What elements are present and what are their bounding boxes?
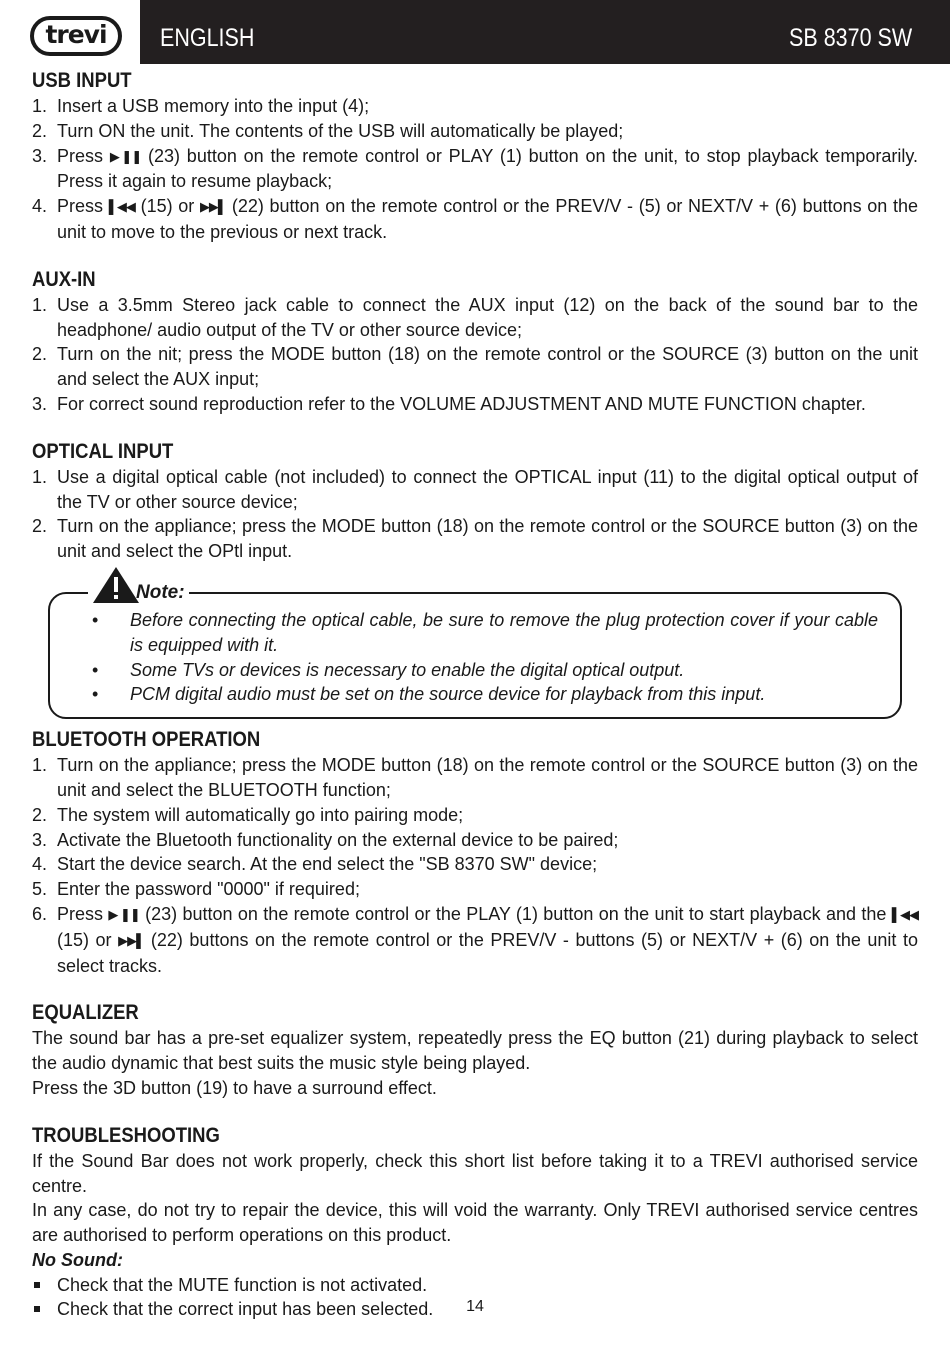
page-header [0,0,950,64]
list-item [32,753,918,803]
paragraph: Press the 3D button (19) to have a surround effect. [32,1077,437,1098]
model-label: SB 8370 SW [788,24,912,52]
paragraph: In any case, do not try to repair the device, this will void the warranty. Only TREVI authorised service centres are authorised to perform operations on this product. [32,1200,918,1246]
list-item [32,803,918,828]
section-title: AUX-IN [32,267,96,291]
item-text: Turn on the appliance; press the MODE button (18) on the remote control or the SOURCE button (3) on the unit and select the OPtl input. [57,516,918,562]
spacer [32,1101,918,1123]
item-text: Use a 3.5mm Stereo jack cable to connect the AUX input (12) on the back of the sound bar to the headphone/ audio output of the TV or other source device; [57,294,918,340]
warning-icon [92,566,140,604]
troubleshooting-section [32,1123,918,1323]
item-number: 4. [32,854,48,875]
item-text: Press [57,196,109,217]
item-number: 6. [32,903,48,924]
section-title: USB INPUT [32,69,132,92]
note-label: Note: [136,581,185,603]
note-list [92,608,878,707]
section-title: TROUBLESHOOTING [32,1123,220,1147]
item-number: 2. [32,516,48,537]
list-item [32,342,918,392]
item-number: 5. [32,879,48,900]
logo [0,0,140,64]
usb-steps [32,94,918,245]
spacer [32,417,918,439]
bullet: • [92,684,99,705]
item-text: Start the device search. At the end select the "SB 8370 SW" device; [57,854,598,875]
item-text: Check that the correct input has been selected. [57,1299,434,1320]
list-item [92,682,878,707]
item-text: For correct sound reproduction refer to the VOLUME ADJUSTMENT AND MUTE FUNCTION chapter. [57,393,866,414]
item-number: 2. [32,344,48,365]
list-item [32,194,918,245]
optical-section [32,439,918,564]
header-bar [140,0,950,64]
item-text: (22) button on the remote control or the PREV/V - (5) or NEXT/V + (6) buttons on the unit to move to the previous or next track. [57,196,918,242]
list-item [32,293,918,343]
item-text: PCM digital audio must be set on the source device for playback from this input. [130,684,766,705]
item-text: (23) button on the remote control or the PLAY (1) button on the unit to start playback and the [139,903,892,924]
note-header [88,568,189,604]
prev-track-icon: ▌◀◀ [891,906,918,922]
note-box [48,581,902,719]
page-number: 14 [466,1298,484,1315]
list-item [32,1273,918,1298]
square-bullet-icon [34,1282,40,1288]
item-text: Some TVs or devices is necessary to enable the digital optical output. [130,659,685,680]
item-text: Check that the MUTE function is not activated. [57,1274,428,1295]
section-title: EQUALIZER [32,1001,139,1025]
item-text: Turn on the appliance; press the MODE button (18) on the remote control or the SOURCE button (3) on the unit and select the BLUETOOTH function; [57,755,918,800]
page-content [32,68,918,1322]
item-text: The system will automatically go into pairing mode; [57,804,464,825]
next-track-icon: ▶▶▌ [118,932,145,948]
usb-section [32,68,918,245]
list-item [32,94,918,119]
aux-steps [32,293,918,417]
bullet: • [92,609,99,630]
item-number: 1. [32,466,48,487]
item-text: Press [57,903,109,924]
item-number: 2. [32,120,48,141]
section-title: OPTICAL INPUT [32,439,174,463]
item-text: (15) or [134,196,200,217]
prev-track-icon: ▌◀◀ [108,199,135,215]
item-text: Use a digital optical cable (not included) to connect the OPTICAL input (11) to the digital optical output of the TV or other source device; [57,466,918,512]
logo-text: trevi [45,20,107,49]
bluetooth-steps [32,753,918,978]
list-item [92,608,878,658]
item-number: 1. [32,294,48,315]
item-number: 4. [32,196,48,217]
item-number: 1. [32,755,48,776]
item-text: Turn on the nit; press the MODE button (18) on the remote control or the SOURCE (3) button on the unit and select the AUX input; [57,344,918,390]
list-item [32,877,918,902]
item-text: Press [57,145,110,166]
item-text: (22) buttons on the remote control or the PREV/V - buttons (5) or NEXT/V + (6) on the unit to select tracks. [57,929,918,976]
trevi-logo [30,16,122,56]
aux-section [32,267,918,417]
list-item [32,902,918,978]
item-number: 3. [32,829,48,850]
subsection-title: No Sound: [32,1249,123,1270]
list-item [32,144,918,195]
list-item [32,119,918,144]
list-item [92,658,878,683]
equalizer-section [32,1000,918,1100]
paragraph: If the Sound Bar does not work properly, check this short list before taking it to a TREVI authorised service centre. [32,1150,918,1196]
next-track-icon: ▶▶▌ [199,199,227,215]
item-number: 3. [32,145,48,166]
item-text: Insert a USB memory into the input (4); [57,96,370,116]
list-item [32,465,918,515]
list-item [32,852,918,877]
spacer [32,245,918,267]
language-label: ENGLISH [160,24,255,52]
list-item [32,828,918,853]
item-text: Before connecting the optical cable, be sure to remove the plug protection cover if your cable is equipped with it. [130,609,878,655]
optical-steps [32,465,918,564]
item-text: Turn ON the unit. The contents of the USB will automatically be played; [57,120,624,141]
item-number: 3. [32,393,48,414]
item-text: (15) or [57,929,119,950]
spacer [32,978,918,1000]
item-number: 1. [32,96,48,116]
bullet: • [92,659,99,680]
list-item [32,514,918,564]
bluetooth-section [32,727,918,978]
list-item [32,392,918,417]
item-text: Enter the password "0000" if required; [57,879,360,900]
paragraph: The sound bar has a pre-set equalizer system, repeatedly press the EQ button (21) during playback to select the audio dynamic that best suits the music style being played. [32,1028,918,1074]
item-text: (23) button on the remote control or PLAY (1) button on the unit, to stop playback temporarily. Press it again to resume playback; [57,145,918,192]
play-pause-icon: ▶ ❚❚ [108,906,140,922]
item-number: 2. [32,804,48,825]
play-pause-icon: ▶ ❚❚ [109,148,142,164]
section-title: BLUETOOTH OPERATION [32,728,261,752]
item-text: Activate the Bluetooth functionality on the external device to be paired; [57,829,619,850]
